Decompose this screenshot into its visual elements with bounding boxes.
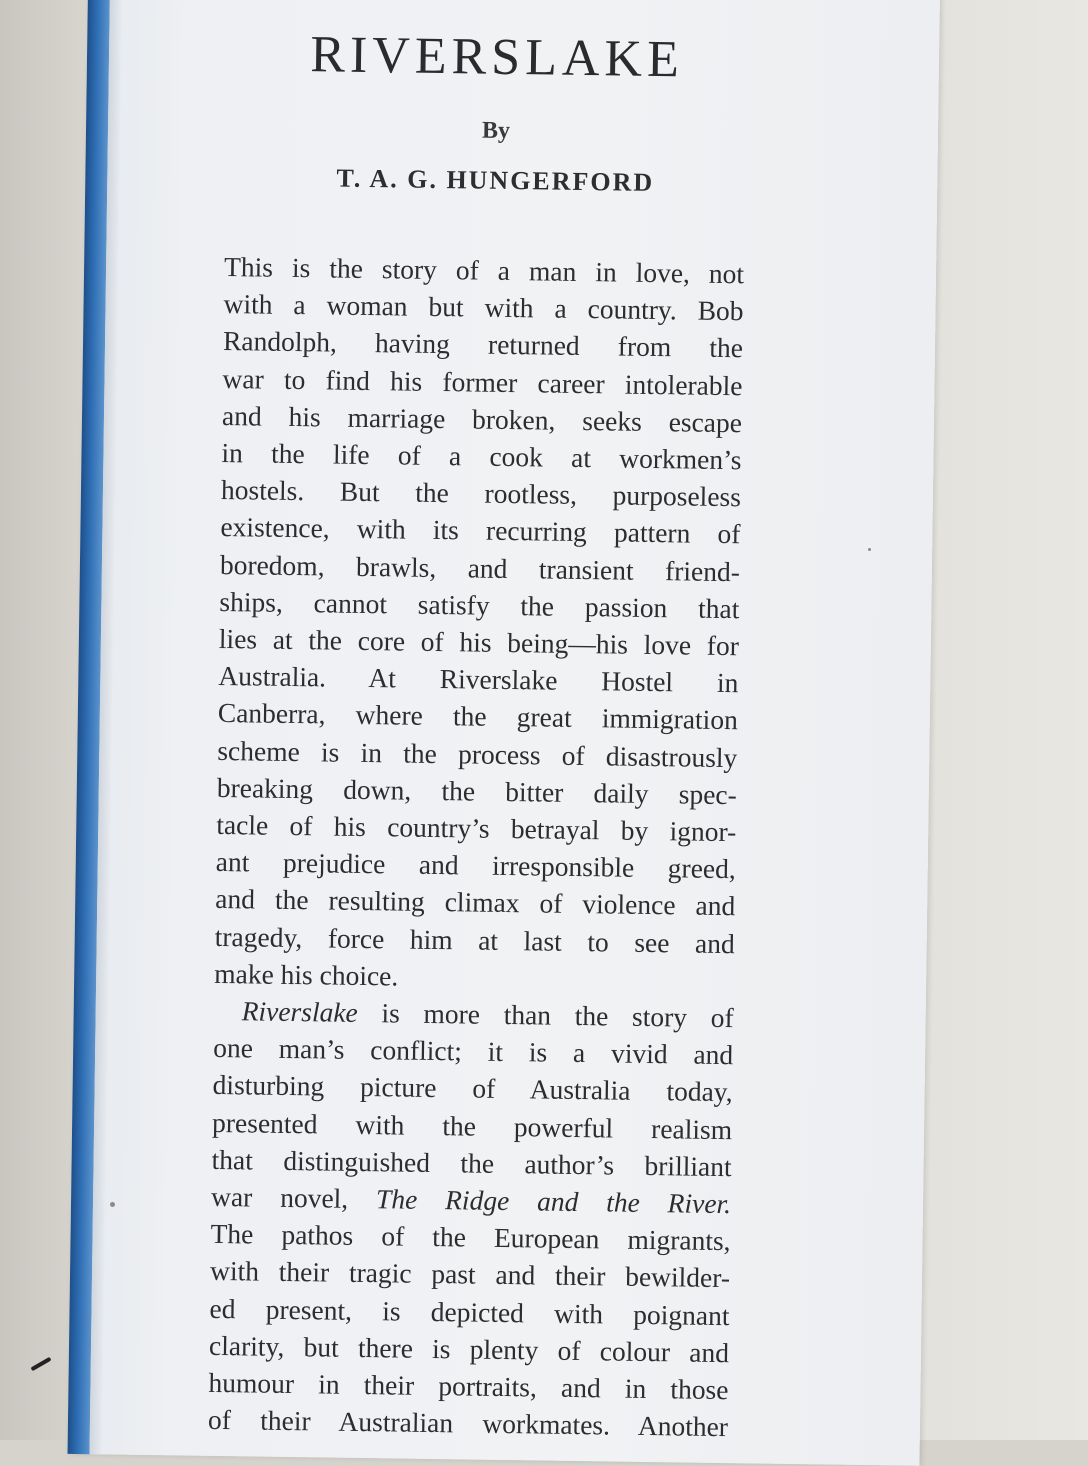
book-title-italic: Riverslake	[241, 995, 358, 1028]
blurb-line: Randolph, having returned from the	[222, 325, 744, 364]
blurb-line-fragment: war novel,	[210, 1180, 377, 1215]
blurb-line: ed present, is depicted with poignant	[209, 1292, 730, 1331]
blurb-line: disturbing picture of Australia today,	[212, 1069, 733, 1108]
blurb-line: presented with the powerful realism	[211, 1106, 733, 1145]
blurb-line: make his choice.	[214, 957, 399, 992]
blurb-line: This is the story of a man in love, not	[223, 250, 745, 290]
blurb-line: and the resulting climax of violence and	[215, 883, 736, 922]
surface-speck	[110, 1202, 115, 1207]
surface-speck	[868, 548, 871, 551]
blurb-line: that distinguished the author’s brilliant	[211, 1143, 732, 1183]
blurb-line: Canberra, where the great immigration	[217, 697, 739, 736]
blurb-line: clarity, but there is plenty of colour and	[208, 1329, 730, 1369]
book-jacket-flap	[68, 0, 940, 1466]
blurb-line: tacle of his country’s betrayal by ignor-	[216, 808, 737, 848]
blurb-line: hostels. But the rootless, purposeless	[220, 474, 742, 513]
blurb-line: with a woman but with a country. Bob	[223, 288, 744, 327]
blurb-line: tragedy, force him at last to see and	[214, 920, 735, 959]
blurb-line: war to find his former career intolerable	[222, 362, 743, 401]
blurb-line: breaking down, the bitter daily spec-	[216, 771, 738, 811]
blurb-line: boredom, brawls, and transient friend-	[219, 548, 741, 587]
book-title: RIVERSLAKE	[309, 26, 685, 89]
blurb-line: with their tragic past and their bewilder-	[209, 1255, 731, 1294]
blurb-text	[208, 248, 745, 1446]
blurb-line-fragment: is more than the story of	[357, 996, 734, 1034]
blurb-line: ant prejudice and irresponsible greed,	[215, 846, 736, 885]
blurb-line: scheme is in the process of disastrously	[217, 734, 738, 773]
by-label: By	[481, 117, 511, 144]
novel-title-italic: The Ridge and the River.	[375, 1183, 732, 1220]
blurb-line: Australia. At Riverslake Hostel in	[218, 660, 739, 699]
blurb-line: existence, with its recurring pattern of	[220, 511, 741, 550]
blurb-line: and his marriage broken, seeks escape	[221, 399, 743, 439]
blurb-line: in the life of a cook at workmen’s	[221, 436, 742, 476]
blurb-line: lies at the core of his being—his love for	[218, 622, 740, 662]
blurb-line: The pathos of the European migrants,	[210, 1218, 731, 1257]
author-name: T. A. G. HUNGERFORD	[336, 163, 655, 197]
blurb-line: of their Australian workmates. Another	[207, 1404, 729, 1443]
blurb-line: one man’s conflict; it is a vivid and	[212, 1032, 734, 1071]
blurb-line: humour in their portraits, and in those	[208, 1366, 729, 1406]
blurb-line: ships, cannot satisfy the passion that	[219, 585, 740, 625]
